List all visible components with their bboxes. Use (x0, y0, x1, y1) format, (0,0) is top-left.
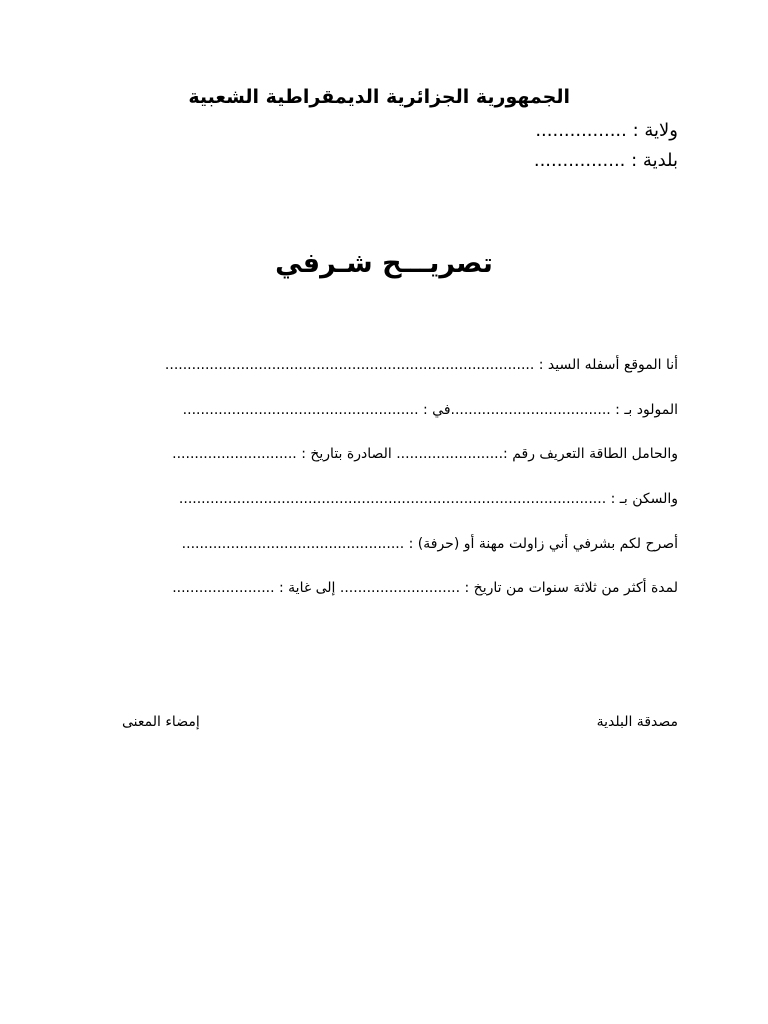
wilaya-line: ولاية : ................ (535, 120, 678, 141)
document-title: تصريـــح شـرفي (275, 248, 493, 279)
municipality-certification: مصدقة البلدية (596, 714, 678, 730)
field-birth: المولود بـ : ....................................في : ..................................................... (182, 402, 678, 418)
republic-header: الجمهورية الجزائرية الديمقراطية الشعبية (188, 86, 570, 108)
baladiya-line: بلدية : ................ (533, 150, 678, 171)
field-profession: أصرح لكم بشرفي أني زاولت مهنة أو (حرفة) : .................................................. (181, 536, 678, 552)
declarant-signature: إمضاء المعنى (122, 714, 200, 730)
field-signatory: أنا الموقع أسفله السيد : ................................................................................... (164, 357, 678, 373)
field-id-card: والحامل الطاقة التعريف رقم :........................ الصادرة بتاريخ : ............................ (172, 446, 678, 462)
field-duration: لمدة أكثر من ثلاثة سنوات من تاريخ : ........................... إلى غاية : ....................... (172, 580, 678, 596)
field-residence: والسكن بـ : ................................................................................................ (178, 491, 678, 507)
